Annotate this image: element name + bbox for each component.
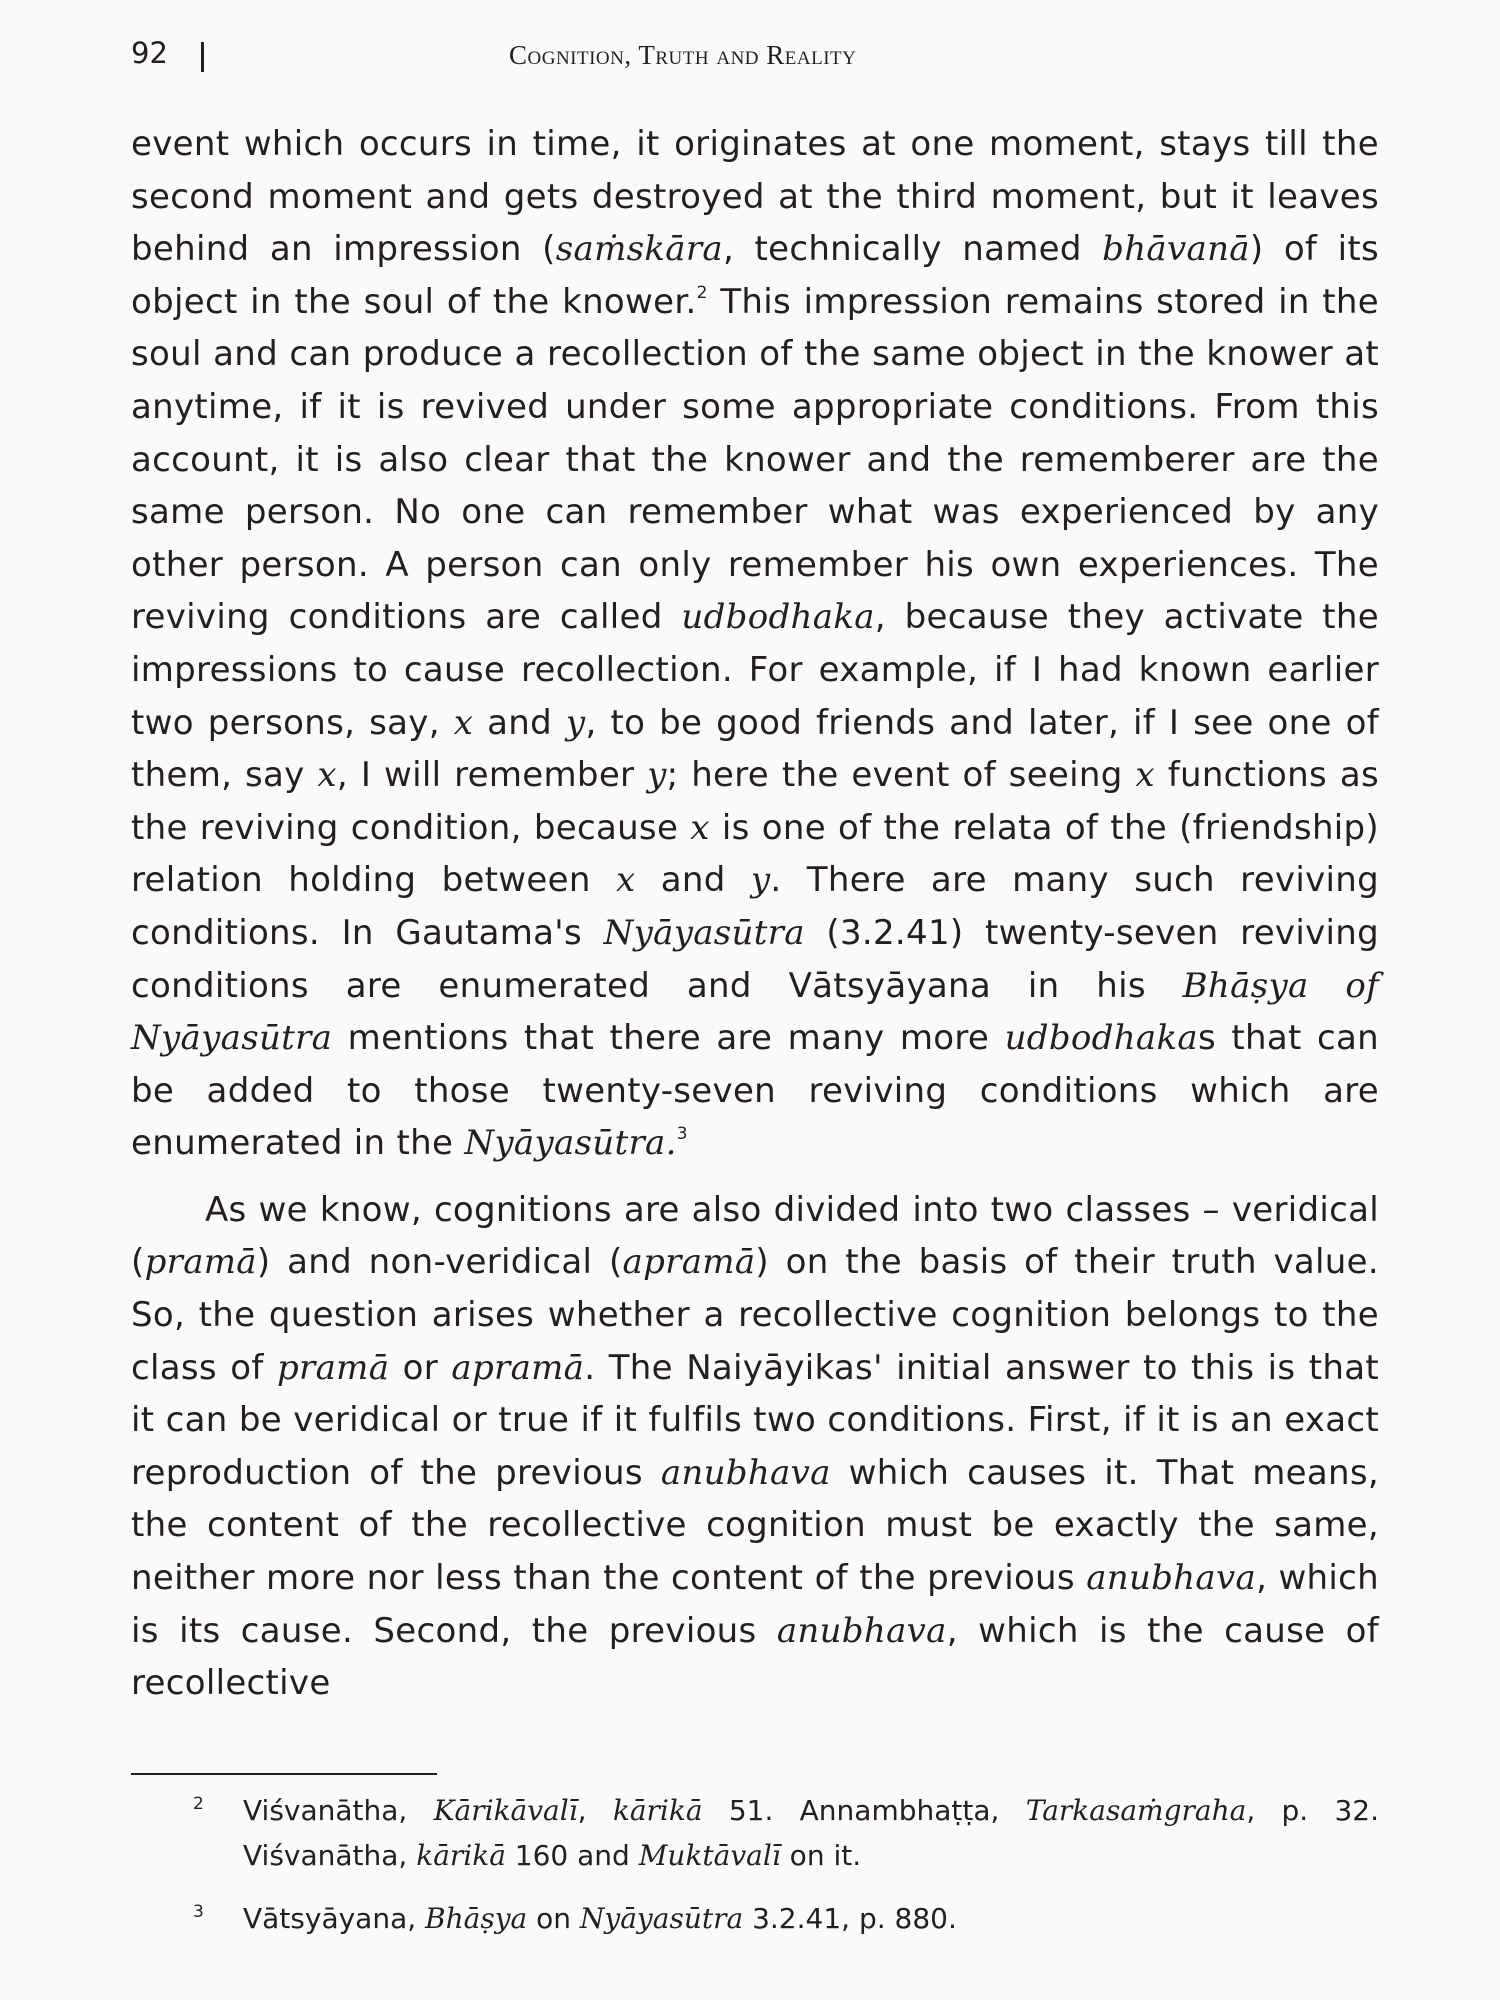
- footnote: [131, 1788, 1379, 1878]
- italic-term: apramā: [622, 1242, 756, 1283]
- italic-term: Nyāyasūtra: [579, 1902, 744, 1935]
- page-number: 92: [131, 36, 168, 70]
- text-run: , technically named: [722, 229, 1103, 270]
- footnote-number: 2: [193, 1794, 204, 1814]
- text-run: 3.2.41, p. 880.: [743, 1902, 957, 1935]
- text-run: (3.2.41) twenty-seven reviving conditions are enumerated and Vātsyāyana in his: [131, 912, 1379, 1006]
- italic-term: bhāvanā: [1102, 229, 1250, 270]
- italic-term: pramā: [144, 1242, 257, 1283]
- text-run: . The Naiyāyikas' initial answer to this is that it can be veridical or true if it fulfils two conditions. First, if it is an exact reproduction of the previous: [131, 1347, 1379, 1493]
- italic-term: Kārikāvalī: [433, 1794, 578, 1827]
- text-run: Vātsyāyana,: [243, 1902, 426, 1935]
- text-run: ,: [577, 1794, 613, 1827]
- text-run: or: [389, 1347, 452, 1388]
- text-run: mentions that there are many more: [332, 1018, 1005, 1059]
- footnote-marker: 3: [676, 1124, 688, 1145]
- italic-term: anubhava: [660, 1452, 831, 1493]
- italic-term: x: [615, 860, 636, 901]
- italic-term: kārikā: [612, 1794, 703, 1827]
- italic-term: saṁskāra: [555, 229, 723, 270]
- italic-term: x: [1135, 755, 1155, 796]
- text-run: ) of its object in the soul of the knower.: [131, 229, 1379, 322]
- text-run: ) on the basis of their truth value. So, the question arises whether a recollective cognition belongs to the class of: [131, 1242, 1379, 1388]
- italic-term: Tarkasaṁgraha: [1025, 1794, 1247, 1827]
- text-run: on it.: [780, 1839, 862, 1872]
- text-run: event which occurs in time, it originates at one moment, stays till the second moment and gets destroyed at the third moment, but it leaves behind an impression (: [131, 124, 1379, 270]
- text-run: . There are many such reviving conditions. In Gautama's: [131, 860, 1379, 953]
- paragraph: [131, 118, 1379, 1170]
- text-run: 51. Annambhaṭṭa,: [702, 1794, 1026, 1827]
- text-run: As we know, cognitions are also divided into two classes – veridical (: [131, 1189, 1379, 1283]
- italic-term: x: [317, 755, 337, 796]
- text-run: , p. 32. Viśvanātha,: [243, 1794, 1379, 1872]
- footnotes: [131, 1788, 1379, 1941]
- text-run: , which is the cause of recollective: [131, 1610, 1379, 1704]
- italic-term: Muktāvalī: [638, 1839, 781, 1872]
- italic-term: udbodhaka: [681, 597, 875, 638]
- italic-term: apramā: [451, 1347, 585, 1388]
- italic-term: anubhava: [1086, 1558, 1257, 1599]
- text-run: Viśvanātha,: [243, 1794, 434, 1827]
- text-run: is one of the relata of the (friendship) relation holding between: [131, 807, 1379, 901]
- italic-term: Nyāyasūtra.: [464, 1123, 677, 1164]
- text-run: on: [527, 1902, 580, 1935]
- footnote: [131, 1896, 1379, 1941]
- italic-term: y: [647, 755, 667, 796]
- italic-term: anubhava: [776, 1610, 947, 1651]
- text-run: functions as the reviving condition, because: [131, 755, 1379, 848]
- text-run: , I will remember: [336, 755, 648, 796]
- footnote-text: [243, 1794, 1379, 1872]
- text-run: , which is its cause. Second, the previous: [131, 1558, 1379, 1651]
- italic-term: udbodhaka: [1004, 1018, 1198, 1059]
- italic-term: Bhāṣya: [425, 1902, 528, 1935]
- italic-term: Nyāyasūtra: [603, 912, 805, 953]
- paragraph: [131, 1184, 1379, 1710]
- text-run: This impression remains stored in the soul and can produce a recollection of the same object in the knower at anytime, if it is revived under some appropriate conditions. From this account, it is also clear that the knower and the rememberer are the same person. No one can remember what was experienced by any other person. A person can only remember his own experiences. The reviving conditions are called: [131, 281, 1380, 638]
- body-text: [131, 118, 1379, 1710]
- text-run: ) and non-veridical (: [256, 1242, 623, 1283]
- italic-term: Bhāṣya of Nyāyasūtra: [131, 965, 1379, 1059]
- italic-term: x: [453, 702, 474, 743]
- italic-term: y: [750, 860, 771, 901]
- text-run: which causes it. That means, the content of the recollective cognition must be exactly the same, neither more nor less than the content of the previous: [131, 1452, 1379, 1599]
- footnote-number: 3: [193, 1902, 204, 1922]
- running-head: Cognition, Truth and Reality: [509, 40, 857, 70]
- footnote-marker: 2: [696, 282, 708, 303]
- italic-term: kārikā: [416, 1839, 506, 1872]
- text-run: ; here the event of seeing: [666, 755, 1136, 796]
- footnote-text: [243, 1902, 957, 1935]
- header-divider: [201, 42, 204, 72]
- text-run: , to be good friends and later, if I see one of them, say: [131, 702, 1379, 796]
- text-run: and: [635, 860, 751, 901]
- text-run: 160 and: [505, 1839, 639, 1872]
- text-run: s that can be added to those twenty-seven reviving conditions which are enumerated in the: [131, 1018, 1380, 1164]
- italic-term: y: [565, 702, 586, 743]
- text-run: and: [473, 702, 566, 743]
- footnote-rule: [131, 1773, 437, 1775]
- text-run: , because they activate the impressions to cause recollection. For example, if I had known earlier two persons, say,: [131, 597, 1379, 743]
- italic-term: x: [690, 807, 710, 848]
- italic-term: pramā: [276, 1347, 390, 1388]
- page-header: [131, 34, 1379, 78]
